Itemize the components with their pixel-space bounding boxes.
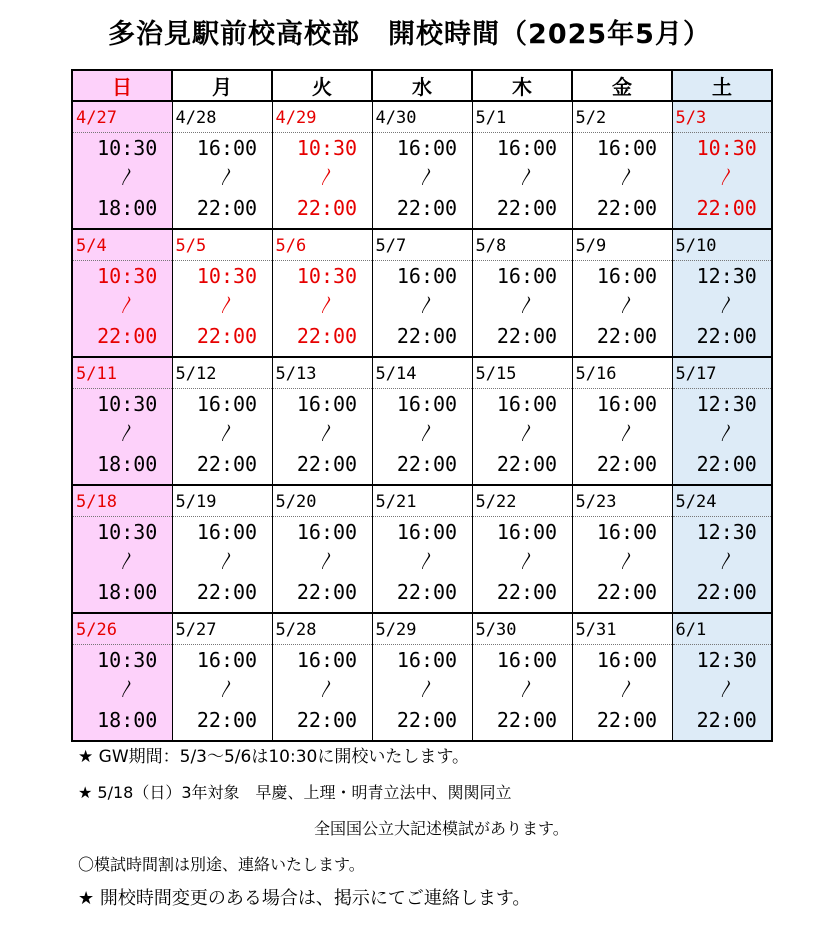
open-time: 12:30 bbox=[696, 392, 757, 416]
week-time-row bbox=[72, 389, 772, 486]
open-time: 10:30 bbox=[97, 648, 158, 672]
weekday-mon: 月 bbox=[172, 70, 272, 101]
close-time: 22:00 bbox=[396, 324, 458, 348]
close-time: 22:00 bbox=[596, 452, 658, 476]
date-cell bbox=[572, 485, 672, 517]
date-label: 5/2 bbox=[575, 108, 607, 128]
note-change: ★ 開校時間変更のある場合は、掲示にてご連絡します。 bbox=[78, 888, 531, 909]
close-time: 22:00 bbox=[196, 708, 258, 732]
hours-cell bbox=[72, 261, 172, 358]
time-range-separator: 〳 bbox=[717, 167, 736, 188]
time-range-separator: 〳 bbox=[418, 295, 436, 316]
close-time: 22:00 bbox=[196, 196, 258, 220]
close-time: 22:00 bbox=[696, 196, 757, 220]
date-cell bbox=[372, 357, 472, 389]
open-time: 16:00 bbox=[596, 648, 658, 672]
close-time: 22:00 bbox=[696, 708, 757, 732]
calendar-table bbox=[71, 69, 773, 742]
date-cell bbox=[172, 613, 272, 645]
date-label: 5/19 bbox=[175, 492, 217, 512]
date-cell bbox=[572, 229, 672, 261]
opening-hours bbox=[573, 645, 672, 735]
opening-hours bbox=[473, 133, 572, 223]
date-cell bbox=[472, 357, 572, 389]
opening-hours bbox=[173, 261, 272, 351]
note-exam-line2: 全国国公立大記述模試があります。 bbox=[314, 819, 569, 838]
date-cell bbox=[272, 613, 372, 645]
open-time: 16:00 bbox=[396, 520, 458, 544]
open-time: 16:00 bbox=[196, 520, 258, 544]
hours-cell bbox=[672, 517, 772, 614]
close-time: 22:00 bbox=[296, 324, 358, 348]
open-time: 10:30 bbox=[97, 264, 158, 288]
hours-cell bbox=[272, 389, 372, 486]
open-time: 16:00 bbox=[496, 392, 558, 416]
date-cell bbox=[272, 357, 372, 389]
date-cell bbox=[372, 485, 472, 517]
date-cell bbox=[472, 229, 572, 261]
date-label: 6/1 bbox=[675, 620, 707, 640]
date-label: 5/8 bbox=[475, 236, 507, 256]
close-time: 22:00 bbox=[196, 580, 258, 604]
open-time: 16:00 bbox=[596, 392, 658, 416]
weekday-header-row bbox=[72, 70, 772, 101]
note-schedule: 〇模試時間割は別途、連絡いたします。 bbox=[78, 855, 365, 874]
date-label: 5/7 bbox=[375, 236, 407, 256]
time-range-separator: 〳 bbox=[118, 551, 137, 572]
date-cell bbox=[272, 229, 372, 261]
opening-hours bbox=[73, 133, 172, 223]
hours-cell bbox=[572, 133, 672, 230]
hours-cell bbox=[172, 645, 272, 742]
date-cell bbox=[672, 485, 772, 517]
opening-hours bbox=[673, 517, 772, 607]
close-time: 22:00 bbox=[396, 708, 458, 732]
hours-cell bbox=[472, 389, 572, 486]
date-label: 5/10 bbox=[675, 236, 717, 256]
date-label: 5/24 bbox=[675, 492, 717, 512]
date-cell bbox=[272, 485, 372, 517]
date-label: 5/23 bbox=[575, 492, 617, 512]
opening-hours bbox=[673, 261, 772, 351]
date-label: 5/15 bbox=[475, 364, 517, 384]
weekday-thu: 木 bbox=[472, 70, 572, 101]
open-time: 16:00 bbox=[596, 136, 658, 160]
hours-cell bbox=[472, 133, 572, 230]
opening-hours bbox=[73, 261, 172, 351]
date-label: 5/3 bbox=[675, 108, 707, 128]
close-time: 18:00 bbox=[97, 580, 158, 604]
close-time: 22:00 bbox=[496, 196, 558, 220]
opening-hours bbox=[573, 133, 672, 223]
opening-hours bbox=[173, 133, 272, 223]
time-range-separator: 〳 bbox=[418, 679, 436, 700]
week-date-row bbox=[72, 101, 772, 133]
open-time: 16:00 bbox=[396, 264, 458, 288]
time-range-separator: 〳 bbox=[518, 295, 536, 316]
date-cell bbox=[572, 101, 672, 133]
close-time: 22:00 bbox=[296, 708, 358, 732]
date-cell bbox=[72, 613, 172, 645]
opening-hours bbox=[573, 261, 672, 351]
date-label: 5/4 bbox=[76, 236, 107, 256]
date-cell bbox=[672, 357, 772, 389]
opening-hours bbox=[173, 645, 272, 735]
hours-cell bbox=[172, 261, 272, 358]
time-range-separator: 〳 bbox=[118, 295, 137, 316]
date-cell bbox=[72, 101, 172, 133]
date-cell bbox=[472, 613, 572, 645]
date-cell bbox=[172, 485, 272, 517]
hours-cell bbox=[672, 133, 772, 230]
hours-cell bbox=[72, 389, 172, 486]
date-label: 5/14 bbox=[375, 364, 417, 384]
hours-cell bbox=[72, 133, 172, 230]
hours-cell bbox=[372, 645, 472, 742]
date-cell bbox=[672, 101, 772, 133]
close-time: 22:00 bbox=[596, 708, 658, 732]
close-time: 18:00 bbox=[97, 452, 158, 476]
opening-hours bbox=[673, 133, 772, 223]
opening-hours bbox=[173, 517, 272, 607]
close-time: 22:00 bbox=[296, 452, 358, 476]
time-range-separator: 〳 bbox=[518, 551, 536, 572]
open-time: 10:30 bbox=[97, 136, 158, 160]
hours-cell bbox=[172, 517, 272, 614]
date-label: 5/21 bbox=[375, 492, 417, 512]
date-cell bbox=[672, 613, 772, 645]
date-label: 5/6 bbox=[275, 236, 307, 256]
close-time: 22:00 bbox=[496, 580, 558, 604]
time-range-separator: 〳 bbox=[717, 423, 736, 444]
time-range-separator: 〳 bbox=[218, 423, 236, 444]
date-cell bbox=[172, 229, 272, 261]
date-cell bbox=[372, 101, 472, 133]
hours-cell bbox=[472, 645, 572, 742]
close-time: 22:00 bbox=[596, 196, 658, 220]
open-time: 16:00 bbox=[296, 648, 358, 672]
date-label: 5/20 bbox=[275, 492, 317, 512]
time-range-separator: 〳 bbox=[717, 551, 736, 572]
date-cell bbox=[572, 357, 672, 389]
date-cell bbox=[372, 613, 472, 645]
time-range-separator: 〳 bbox=[618, 167, 636, 188]
open-time: 16:00 bbox=[196, 392, 258, 416]
time-range-separator: 〳 bbox=[717, 295, 736, 316]
date-label: 5/9 bbox=[575, 236, 607, 256]
date-label: 5/13 bbox=[275, 364, 317, 384]
open-time: 12:30 bbox=[696, 264, 757, 288]
time-range-separator: 〳 bbox=[118, 679, 137, 700]
close-time: 22:00 bbox=[696, 324, 757, 348]
page-title: 多治見駅前校高校部 開校時間（2025年5月） bbox=[108, 19, 711, 50]
hours-cell bbox=[372, 261, 472, 358]
time-range-separator: 〳 bbox=[618, 295, 636, 316]
weekday-fri: 金 bbox=[572, 70, 672, 101]
date-cell bbox=[72, 229, 172, 261]
time-range-separator: 〳 bbox=[418, 551, 436, 572]
date-label: 4/28 bbox=[175, 108, 217, 128]
open-time: 16:00 bbox=[396, 392, 458, 416]
close-time: 22:00 bbox=[696, 580, 757, 604]
date-label: 4/29 bbox=[275, 108, 317, 128]
open-time: 16:00 bbox=[596, 520, 658, 544]
date-label: 5/5 bbox=[175, 236, 207, 256]
time-range-separator: 〳 bbox=[518, 679, 536, 700]
hours-cell bbox=[572, 517, 672, 614]
date-label: 5/1 bbox=[475, 108, 507, 128]
hours-cell bbox=[372, 133, 472, 230]
opening-hours bbox=[473, 517, 572, 607]
open-time: 10:30 bbox=[97, 520, 158, 544]
time-range-separator: 〳 bbox=[118, 167, 137, 188]
open-time: 16:00 bbox=[496, 648, 558, 672]
date-cell bbox=[72, 357, 172, 389]
opening-hours bbox=[673, 389, 772, 479]
date-label: 5/12 bbox=[175, 364, 217, 384]
open-time: 16:00 bbox=[496, 520, 558, 544]
date-cell bbox=[172, 101, 272, 133]
open-time: 16:00 bbox=[296, 392, 358, 416]
opening-hours bbox=[673, 645, 772, 735]
open-time: 16:00 bbox=[396, 648, 458, 672]
time-range-separator: 〳 bbox=[318, 167, 336, 188]
weekday-sun: 日 bbox=[72, 70, 172, 101]
hours-cell bbox=[572, 645, 672, 742]
close-time: 22:00 bbox=[696, 452, 757, 476]
note-exam-line1: ★ 5/18（日）3年対象 早慶、上理・明青立法中、関関同立 bbox=[78, 783, 512, 802]
close-time: 22:00 bbox=[496, 708, 558, 732]
time-range-separator: 〳 bbox=[218, 295, 236, 316]
weekday-wed: 水 bbox=[372, 70, 472, 101]
date-label: 5/30 bbox=[475, 620, 517, 640]
opening-hours bbox=[73, 517, 172, 607]
date-cell bbox=[72, 485, 172, 517]
date-label: 5/16 bbox=[575, 364, 617, 384]
opening-hours bbox=[273, 133, 372, 223]
open-time: 16:00 bbox=[196, 648, 258, 672]
time-range-separator: 〳 bbox=[218, 551, 236, 572]
date-cell bbox=[572, 613, 672, 645]
close-time: 18:00 bbox=[97, 708, 158, 732]
date-cell bbox=[672, 229, 772, 261]
week-time-row bbox=[72, 261, 772, 358]
opening-hours bbox=[573, 389, 672, 479]
opening-hours bbox=[173, 389, 272, 479]
opening-hours bbox=[373, 645, 472, 735]
time-range-separator: 〳 bbox=[518, 423, 536, 444]
date-label: 5/18 bbox=[76, 492, 117, 512]
hours-cell bbox=[672, 645, 772, 742]
week-date-row bbox=[72, 229, 772, 261]
close-time: 22:00 bbox=[596, 580, 658, 604]
opening-hours bbox=[473, 645, 572, 735]
time-range-separator: 〳 bbox=[518, 167, 536, 188]
hours-cell bbox=[72, 645, 172, 742]
date-cell bbox=[472, 101, 572, 133]
open-time: 10:30 bbox=[296, 264, 358, 288]
date-cell bbox=[272, 101, 372, 133]
open-time: 12:30 bbox=[696, 648, 757, 672]
opening-hours bbox=[73, 645, 172, 735]
close-time: 22:00 bbox=[396, 452, 458, 476]
date-label: 5/31 bbox=[575, 620, 617, 640]
opening-hours bbox=[373, 261, 472, 351]
hours-cell bbox=[172, 133, 272, 230]
opening-hours bbox=[573, 517, 672, 607]
close-time: 22:00 bbox=[496, 324, 558, 348]
calendar-body bbox=[72, 101, 772, 741]
time-range-separator: 〳 bbox=[318, 423, 336, 444]
hours-cell bbox=[672, 261, 772, 358]
time-range-separator: 〳 bbox=[318, 551, 336, 572]
hours-cell bbox=[472, 517, 572, 614]
week-date-row bbox=[72, 485, 772, 517]
opening-hours bbox=[373, 133, 472, 223]
hours-cell bbox=[272, 133, 372, 230]
time-range-separator: 〳 bbox=[618, 679, 636, 700]
opening-hours bbox=[273, 389, 372, 479]
open-time: 16:00 bbox=[296, 520, 358, 544]
weekday-sat: 土 bbox=[672, 70, 772, 101]
open-time: 10:30 bbox=[97, 392, 158, 416]
weekday-tue: 火 bbox=[272, 70, 372, 101]
week-time-row bbox=[72, 517, 772, 614]
date-cell bbox=[472, 485, 572, 517]
hours-cell bbox=[572, 389, 672, 486]
hours-cell bbox=[272, 261, 372, 358]
time-range-separator: 〳 bbox=[618, 551, 636, 572]
week-date-row bbox=[72, 357, 772, 389]
open-time: 10:30 bbox=[696, 136, 757, 160]
hours-cell bbox=[372, 389, 472, 486]
open-time: 16:00 bbox=[496, 136, 558, 160]
time-range-separator: 〳 bbox=[717, 679, 736, 700]
close-time: 22:00 bbox=[196, 452, 258, 476]
hours-cell bbox=[72, 517, 172, 614]
time-range-separator: 〳 bbox=[418, 423, 436, 444]
open-time: 10:30 bbox=[196, 264, 258, 288]
open-time: 10:30 bbox=[296, 136, 358, 160]
open-time: 12:30 bbox=[696, 520, 757, 544]
opening-hours bbox=[373, 517, 472, 607]
date-cell bbox=[172, 357, 272, 389]
opening-hours bbox=[273, 261, 372, 351]
open-time: 16:00 bbox=[396, 136, 458, 160]
date-label: 5/29 bbox=[375, 620, 417, 640]
open-time: 16:00 bbox=[596, 264, 658, 288]
date-label: 5/17 bbox=[675, 364, 717, 384]
opening-hours bbox=[473, 261, 572, 351]
time-range-separator: 〳 bbox=[318, 295, 336, 316]
hours-cell bbox=[472, 261, 572, 358]
date-label: 4/27 bbox=[76, 108, 117, 128]
date-label: 5/26 bbox=[76, 620, 117, 640]
date-label: 4/30 bbox=[375, 108, 417, 128]
opening-hours bbox=[373, 389, 472, 479]
close-time: 22:00 bbox=[296, 580, 358, 604]
opening-hours bbox=[273, 645, 372, 735]
time-range-separator: 〳 bbox=[218, 167, 236, 188]
hours-cell bbox=[672, 389, 772, 486]
week-date-row bbox=[72, 613, 772, 645]
time-range-separator: 〳 bbox=[418, 167, 436, 188]
opening-hours bbox=[73, 389, 172, 479]
date-label: 5/22 bbox=[475, 492, 517, 512]
time-range-separator: 〳 bbox=[118, 423, 137, 444]
hours-cell bbox=[372, 517, 472, 614]
note-gw: ★ GW期間：5/3～5/6は10:30に開校いたします。 bbox=[78, 747, 469, 767]
open-time: 16:00 bbox=[196, 136, 258, 160]
opening-hours bbox=[273, 517, 372, 607]
close-time: 18:00 bbox=[97, 196, 158, 220]
time-range-separator: 〳 bbox=[218, 679, 236, 700]
close-time: 22:00 bbox=[97, 324, 158, 348]
close-time: 22:00 bbox=[296, 196, 358, 220]
time-range-separator: 〳 bbox=[318, 679, 336, 700]
date-label: 5/28 bbox=[275, 620, 317, 640]
hours-cell bbox=[572, 261, 672, 358]
date-cell bbox=[372, 229, 472, 261]
close-time: 22:00 bbox=[496, 452, 558, 476]
date-label: 5/27 bbox=[175, 620, 217, 640]
week-time-row bbox=[72, 645, 772, 742]
date-label: 5/11 bbox=[76, 364, 117, 384]
hours-cell bbox=[272, 517, 372, 614]
close-time: 22:00 bbox=[196, 324, 258, 348]
hours-cell bbox=[272, 645, 372, 742]
close-time: 22:00 bbox=[396, 196, 458, 220]
opening-hours bbox=[473, 389, 572, 479]
close-time: 22:00 bbox=[596, 324, 658, 348]
week-time-row bbox=[72, 133, 772, 230]
hours-cell bbox=[172, 389, 272, 486]
close-time: 22:00 bbox=[396, 580, 458, 604]
time-range-separator: 〳 bbox=[618, 423, 636, 444]
open-time: 16:00 bbox=[496, 264, 558, 288]
